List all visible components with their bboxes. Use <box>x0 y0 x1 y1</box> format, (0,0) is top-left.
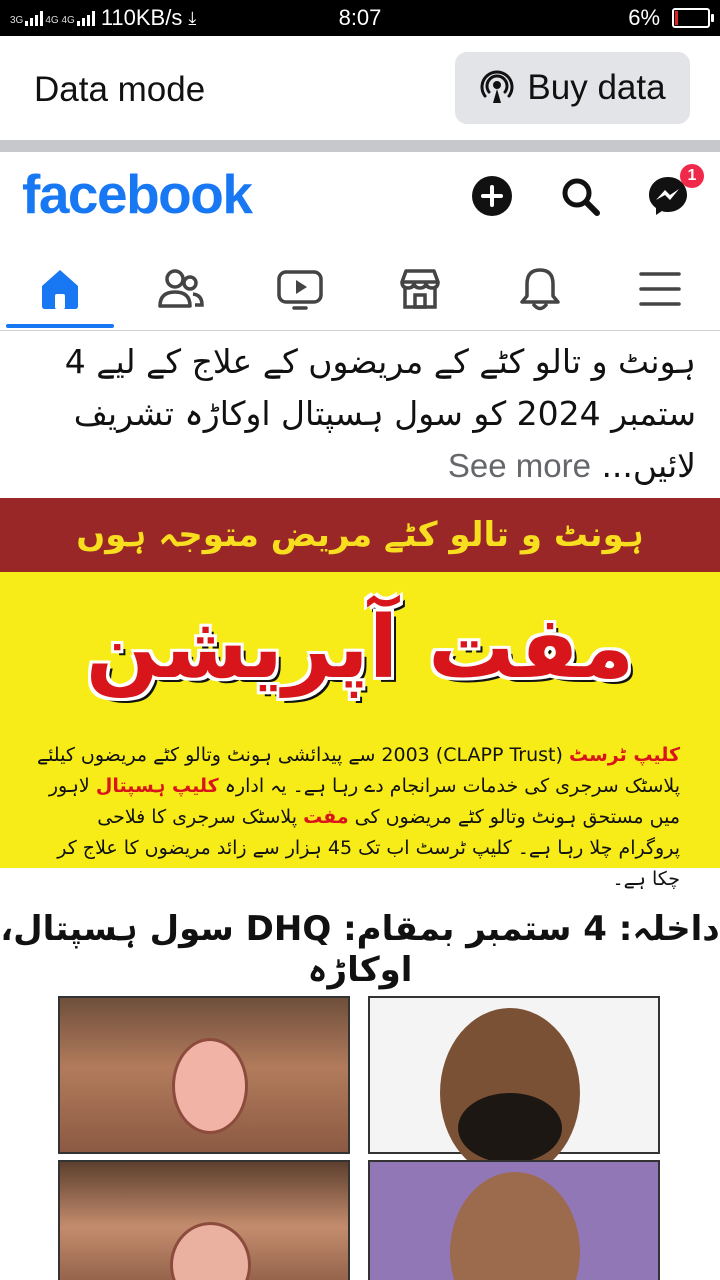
poster-body-1: (CLAPP Trust) 2003 سے پیدائشی ہونٹ وتالو کٹے مریضوں کیلئے پلاسٹک سرجری کی خدمات سرانجام دے رہا ہے۔ یہ ادارہ <box>36 744 680 797</box>
tab-notifications[interactable] <box>490 258 590 320</box>
poster-body-3: پلاسٹک سرجری کا فلاحی پروگرام چلا رہا ہے۔ کلیپ ٹرسٹ اب تک 45 ہزار سے زائد مریضوں کا علاج کر چکا ہے۔ <box>57 806 680 890</box>
search-icon <box>558 174 602 218</box>
battery-level <box>675 11 678 25</box>
facebook-header <box>0 152 720 248</box>
data-mode-title: Data mode <box>34 70 206 109</box>
menu-icon <box>637 266 683 312</box>
bell-icon <box>517 266 563 312</box>
tab-video[interactable] <box>250 258 350 320</box>
friends-icon <box>155 266 205 312</box>
clock: 8:07 <box>338 5 382 30</box>
poster-date-location: داخلہ: 4 ستمبر بمقام: DHQ سول ہسپتال، اوکاڑہ <box>0 909 720 990</box>
tab-menu[interactable] <box>610 258 710 320</box>
status-right <box>628 5 710 31</box>
section-divider <box>0 140 720 152</box>
tab-friends[interactable] <box>130 258 230 320</box>
messenger-badge: 1 <box>680 164 704 188</box>
post-caption: ہونٹ و تالو کٹے کے مریضوں کے علاج کے لیے 4 ستمبر 2024 کو سول ہسپتال اوکاڑہ تشریف لائیں... <box>64 342 696 485</box>
video-icon <box>276 266 324 312</box>
tab-home[interactable] <box>10 258 110 320</box>
poster-yellow-section <box>0 572 720 890</box>
download-icon: ⤓ <box>188 7 197 28</box>
buy-data-label: Buy data <box>527 68 666 107</box>
face-shape-2 <box>450 1172 580 1280</box>
open-mouth-shape <box>172 1038 248 1134</box>
active-tab-indicator <box>6 324 114 328</box>
data-mode-bar <box>0 36 720 140</box>
battery-icon <box>672 8 710 28</box>
post-image[interactable] <box>0 498 720 1280</box>
poster-headline: مفت آپریشن <box>85 598 635 698</box>
create-button[interactable] <box>470 174 514 218</box>
poster-clapp-trust: کلیپ ٹرسٹ <box>568 744 680 766</box>
open-mouth-shape-2 <box>170 1222 251 1280</box>
home-icon <box>37 266 83 312</box>
post-text <box>36 336 696 492</box>
patient-photo-3 <box>58 1160 350 1280</box>
nav-bar <box>0 248 720 331</box>
poster-body <box>30 740 680 895</box>
poster-top-banner: ہونٹ و تالو کٹے مریض متوجہ ہوں <box>0 498 720 572</box>
patient-photo-2 <box>368 996 660 1154</box>
plus-circle-icon <box>470 174 514 218</box>
search-button[interactable] <box>558 174 602 218</box>
status-bar <box>0 0 720 36</box>
see-more-link[interactable]: See more <box>447 447 591 484</box>
poster-body-2: لاہور میں مستحق ہونٹ وتالو کٹے مریضوں کی <box>48 775 680 828</box>
beard-shape <box>458 1093 562 1163</box>
facebook-logo[interactable]: facebook <box>22 163 252 225</box>
network-4g-label: 4G 4G <box>45 15 75 26</box>
poster-free: مفت <box>303 806 349 828</box>
patient-photo-1 <box>58 996 350 1154</box>
broadcast-icon <box>479 70 515 106</box>
network-speed: 110KB/s <box>100 5 183 30</box>
buy-data-button[interactable] <box>455 52 690 124</box>
poster-clapp-hospital: کلیپ ہسپتال <box>95 775 219 797</box>
marketplace-icon <box>396 266 444 312</box>
patient-photo-4 <box>368 1160 660 1280</box>
messenger-button[interactable] <box>646 167 697 218</box>
battery-percent: 6% <box>628 5 660 30</box>
network-3g-label: 3G <box>10 15 24 26</box>
tab-marketplace[interactable] <box>370 258 470 320</box>
